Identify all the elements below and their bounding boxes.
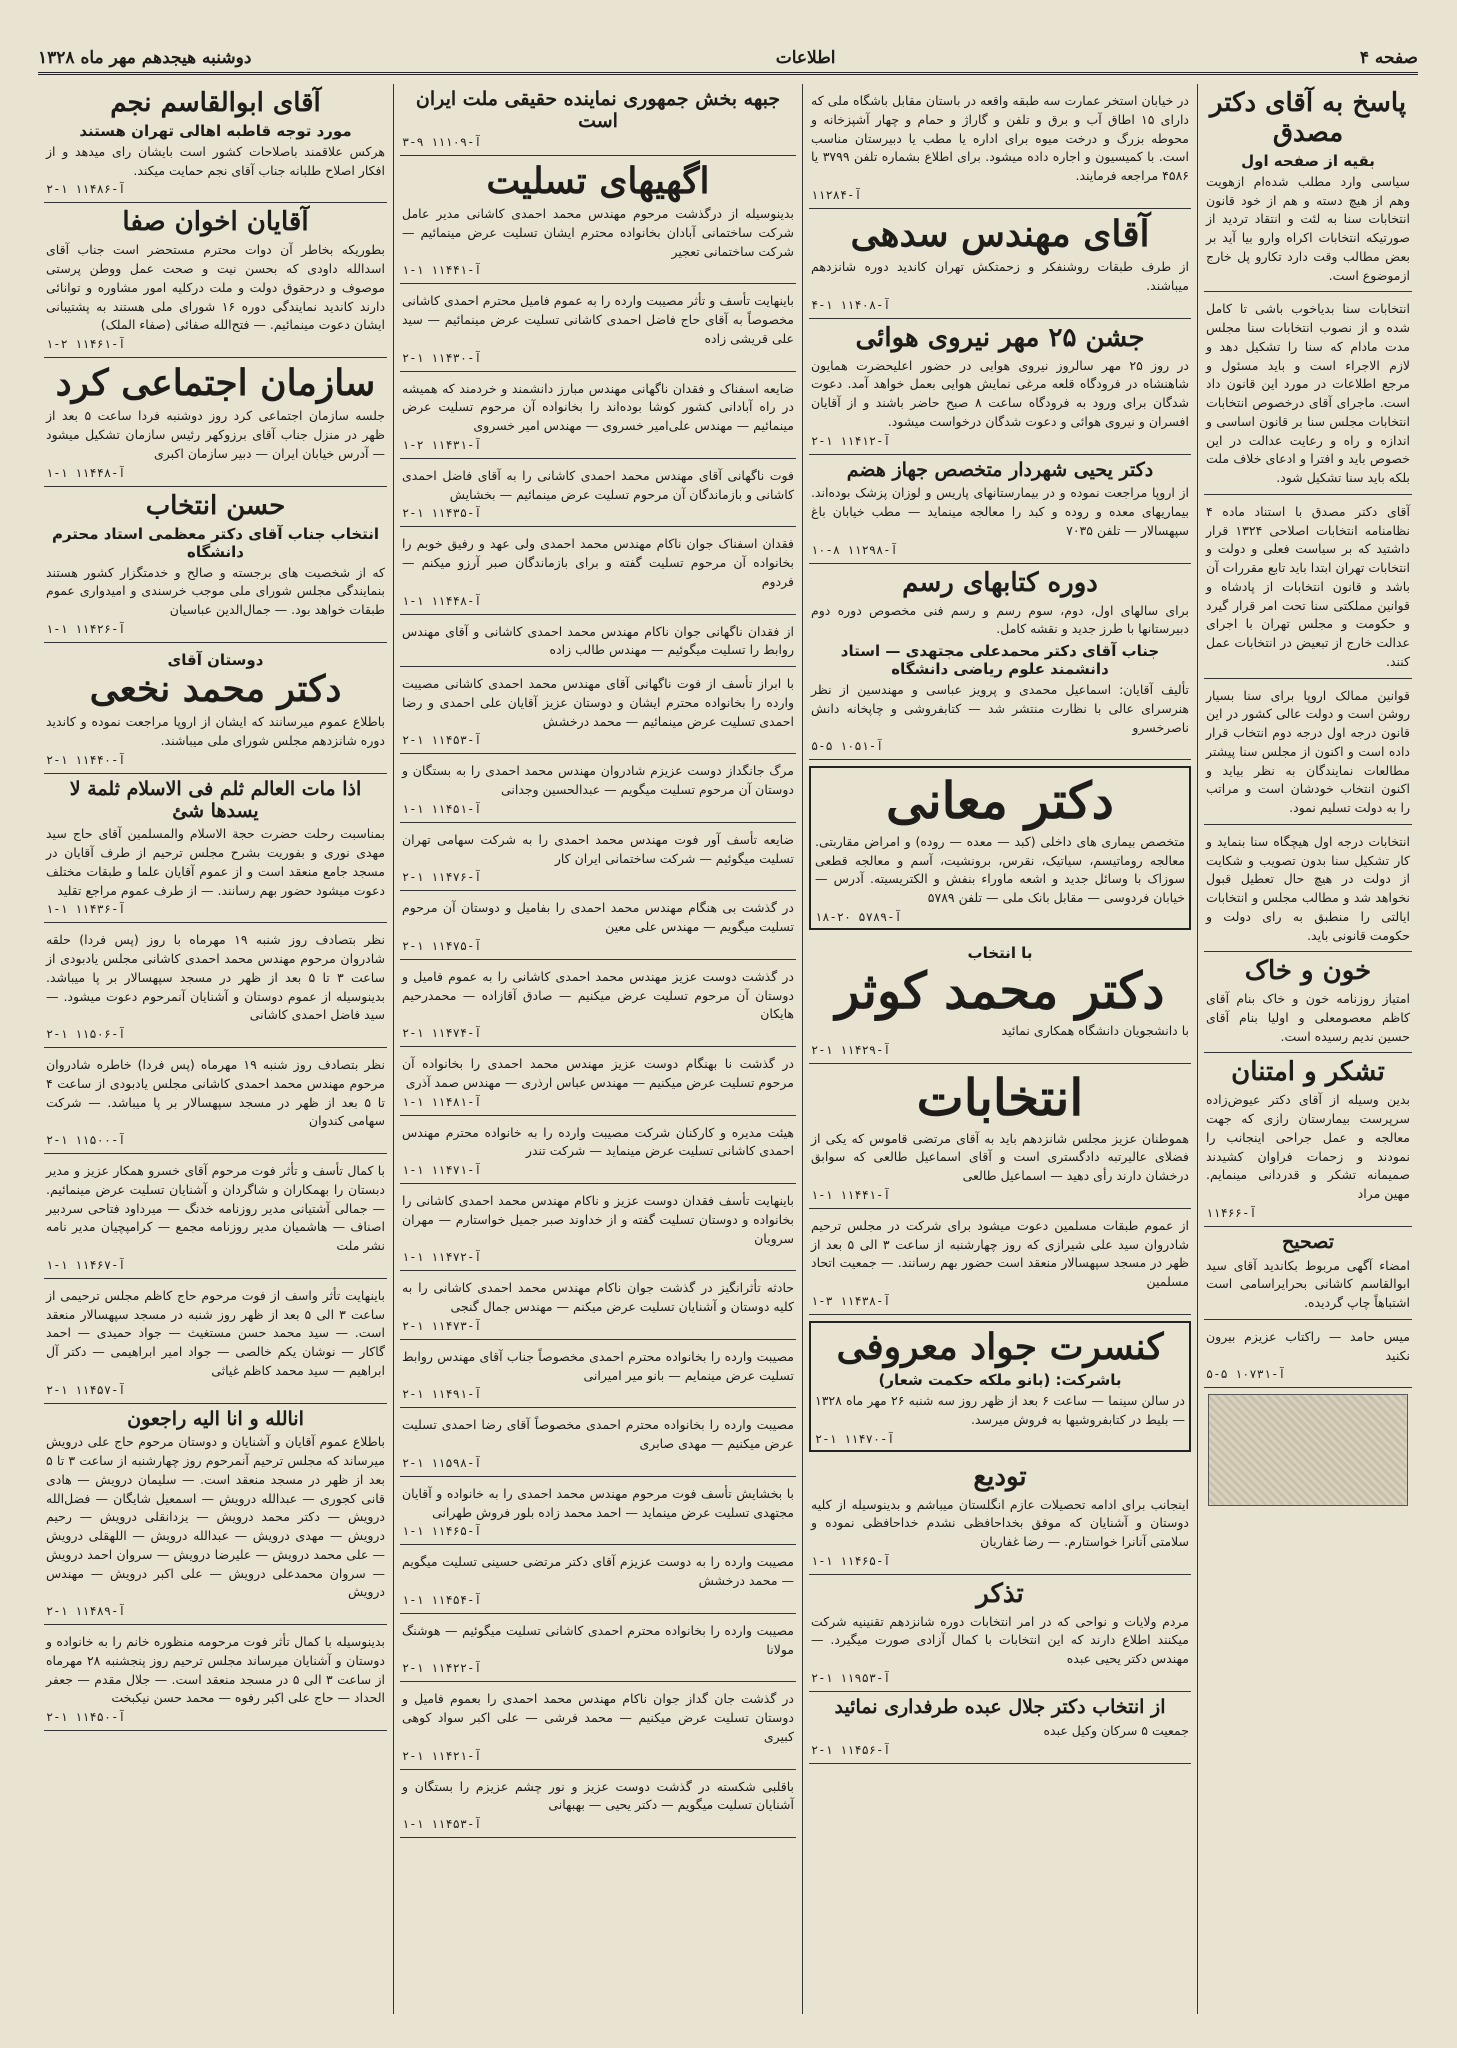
ad-text: قوانین ممالک اروپا برای سنا بسیار روشن است و دولت عالی کشور در این قانون درجه اول درجه دوم انتخاب قرار داده است و اکنون از مجلس سنا پیشتر مطالعات نمایندگان به نظر بیاید و اکنون انتخاب خودشان است و مراتب را به دولت تسلیم نمود. — [1206, 687, 1410, 816]
ad-title: از انتخاب دکتر جلال عبده طرفداری نمائید — [834, 1695, 1166, 1718]
ad-code: آ-۱۱۴۱۲ ۱-۲ — [811, 433, 891, 448]
ad-code: آ-۱۰۷۳۱ ۵-۵ — [1206, 1367, 1286, 1382]
ad-title: تشکر و امتنان — [1231, 1057, 1385, 1088]
ad-text: برای سالهای اول، دوم، سوم رسم و رسم فنی مخصوص دوره دوم دبیرستانها با طرز جدید و نقشه کامل. — [811, 602, 1189, 637]
ad-title: دکتر محمد نخعی — [89, 667, 342, 710]
ad-code: آ-۱۱۴۳۱ ۲-۱ — [402, 437, 482, 452]
ad-text: انتخابات درجه اول هیچگاه سنا بنماید و کار تشکیل سنا بدون تصویب و شکایت از دولت در هیچ حال تعطیل قبول نخواهد شد و مطالب مجلس و انتخابات ایالتی را منطبق به رای دولت و حکومت قانونی باید. — [1206, 833, 1410, 943]
advertisement — [1204, 1053, 1412, 1226]
ad-code: آ-۱۱۴۵۷ ۱-۲ — [46, 1382, 126, 1397]
ad-text: اینجانب برای ادامه تحصیلات عازم انگلستان میباشم و بدینوسیله از کلیه دوستان و آشنایان که موفق بخداحافظی نشدم خداحافظی نموده و سلامتی آنانرا خواستارم. — رضا غفاریان — [811, 1496, 1189, 1550]
ad-title: اگهیهای تسلیت — [486, 159, 710, 202]
ad-text: با ابراز تأسف از فوت ناگهانی آقای مهندس محمد احمدی کاشانی مصیبت وارده را بخانواده محترم ایشان و دوستان عزیز آقایان علی احمدی و رضا احمدی تسلیت عرض مینمائیم — محمد درخشش — [402, 676, 794, 729]
ad-text: باینهایت تأسف فقدان دوست عزیز و ناکام مهندس محمد احمدی کاشانی را بخانواده و دوستان تسلیت گفته و از خداوند صبر جمیل خواستارم — مهران سرویان — [402, 1193, 794, 1246]
ad-text: مردم ولایات و نواحی که در امر انتخابات دوره شانزدهم تقنینیه شرکت میکنند اطلاع دارند که این انتخابات با کمال آزادی صورت میگیرد. — مهندس دکتر یحیی عبده — [811, 1613, 1189, 1667]
newspaper-name: اطلاعات — [775, 48, 836, 68]
ad-subtitle: انتخاب جناب آقای دکتر معظمی استاد محترم دانشگاه — [51, 524, 380, 561]
ad-code: آ-۱۱۴۴۸ ۱-۱ — [46, 465, 126, 480]
ad-text: فوت ناگهانی آقای مهندس محمد احمدی کاشانی را به آقای فاضل احمدی کاشانی و بازماندگان آن مرحوم تسلیت عرض مینمائیم — بخشایش — [402, 467, 794, 502]
ad-code: آ-۱۱۵۰۶ ۱-۲ — [46, 1027, 126, 1042]
ad-text: باینهایت تأسف و تأثر مصیبت وارده را به عموم فامیل محترم احمدی کاشانی مخصوصاً به آقای حاج فاضل احمدی کاشانی تسلیت عرض مینمائیم — سید علی قریشی زاده — [402, 293, 794, 346]
ad-text: از عموم طبقات مسلمین دعوت میشود برای شرکت در مجلس ترحیم شادروان سید علی شیرازی که روز چهارشنبه از ساعت ۳ الی ۵ بعد از ظهر در مسجد سپهسالار منعقد است حضور بهم رسانند. — جمعیت اتحاد مسلمین — [811, 1217, 1189, 1290]
advertisement — [809, 1458, 1191, 1575]
ad-code: آ-۱۱۴۵۰ ۱-۲ — [46, 1710, 126, 1725]
ad-code: آ-۱۱۴۷۳ ۱-۲ — [402, 1318, 482, 1333]
advertisement — [400, 1271, 796, 1340]
ad-title: آقای مهندس سدهی — [850, 212, 1150, 255]
advertisement — [809, 1209, 1191, 1315]
ad-text: از اروپا مراجعت نموده و در بیمارستانهای پاریس و لوزان پزشک بوده‌اند. بیماریهای معده و روده و کبد را معالجه مینماید — مطب خیابان باغ سپهسالار — تلفن ۷۰۳۵ — [811, 485, 1189, 538]
ad-subtitle: بقیه از صفحه اول — [1241, 151, 1375, 170]
advertisement — [44, 643, 387, 774]
ad-text: بدینوسیله با کمال تأثر فوت مرحومه منظوره خانم را به خانواده و دوستان و آشنایان میرساند مجلس ترحیم روز پنجشنبه ۲۸ مهرماه از ساعت ۳ الی ۵ در مسجد منعقد است. — جلال مقدم — جعفر الحداد — حاج علی اکبر رفوه — محمد حسن نیکبخت — [46, 1634, 385, 1706]
ad-text: امتیاز روزنامه خون و خاک بنام آقای کاظم معصومعلی و اولیا بنام آقای حسین ندیم رسیده است. — [1206, 991, 1410, 1044]
advertisement — [400, 1340, 796, 1409]
advertisement — [400, 1116, 796, 1185]
ad-title: انالله و انا الیه راجعون — [127, 1407, 304, 1430]
ad-text: نظر بتصادف روز شنبه ۱۹ مهرماه (پس فردا) خاطره شادروان مرحوم مهندس محمد احمدی کاشانی مجلس یادبودی از ساعت ۴ تا ۵ بعد از ظهر در مسجد سپهسالار بر پا میباشد. — شرکت سهامی کندوان — [46, 1057, 385, 1129]
ad-text: انتخابات سنا بدیاخوب باشی تا کامل شده و از نصوب انتخابات سنا مجلس مدت مادام که سنا را تشکیل دهد و لازم الاجراء است و باید مسئول و مرجع اطلاعات در مورد این قانون داد است. ماجرای آقای درخصوص انتخابات انتخابات مجلس سنا بر قانون اساسی و اندازه و راه و رعایت عدالت در این خصوص باید و افترا و ادعای خلاف ملت بلکه باید سنا تشکیل شود. — [1206, 301, 1410, 486]
advertisement — [400, 1047, 796, 1116]
ad-subtitle: با انتخاب — [967, 943, 1033, 962]
advertisement — [1204, 1227, 1412, 1320]
advertisement — [44, 487, 387, 643]
ad-title: سازمان اجتماعی کرد — [55, 362, 376, 405]
ad-code: آ-۱۱۲۸۴ — [811, 187, 862, 202]
ad-title: آقایان اخوان صفا — [122, 207, 309, 238]
ad-code: آ-۱۱۴۴۱ ۱-۱ — [811, 1187, 891, 1202]
ad-code: آ-۱۱۴۶۵ ۱-۱ — [402, 1524, 482, 1539]
advertisement — [400, 754, 796, 823]
ad-code: آ-۱۱۴۶۷ ۱-۱ — [46, 1257, 126, 1272]
ad-text: میس حامد — راکتاب عزیزم بیرون نکنید — [1206, 1328, 1410, 1363]
ad-code: آ-۱۱۴۵۳ ۱-۱ — [402, 1817, 482, 1832]
ad-code: آ-۱۱۴۶۶ — [1206, 1205, 1257, 1220]
column-3 — [393, 84, 802, 2014]
advertisement — [809, 1321, 1191, 1452]
ad-code: آ-۱۱۴۷۱ ۱-۱ — [402, 1163, 482, 1178]
ad-title: کنسرت جواد معروفی — [836, 1325, 1164, 1368]
ad-text: نظر بتصادف روز شنبه ۱۹ مهرماه با روز (پس فردا) حلقه شادروان مرحوم مهندس محمد احمدی کاشانی مجلس یادبودی از ساعت ۳ تا ۵ بعد از ظهر در مسجد سپهسالار بر پا میباشد. بدینوسیله از عموم دوستان و آشنایان آنمرحوم دعوت میشود. — سید فاضل احمدی کاشانی — [46, 932, 385, 1023]
ad-subtitle: دوستان آقای — [167, 650, 264, 669]
ad-text: که از شخصیت های برجسته و صالح و خدمتگزار کشور هستند بنمایندگی مجلس شورای ملی موجب خرسندی و امیدواری عموم طبقات خواهد بود. — جمال‌الدین عباسیان — [46, 564, 385, 618]
ad-code: آ-۱۱۴۴۰ ۱-۲ — [46, 752, 126, 767]
ad-code: آ-۱۱۴۷۲ ۱-۱ — [402, 1250, 482, 1265]
portrait-illustration — [1208, 1394, 1408, 1506]
ad-title: دکتر معانی — [886, 771, 1114, 831]
advertisement — [809, 209, 1191, 319]
ad-title: تذکر — [976, 1578, 1024, 1609]
ad-code: آ-۱۱۴۲۱ ۱-۲ — [402, 1748, 482, 1763]
ad-text: بطوریکه بخاطر آن دوات محترم مستحضر است جناب آقای اسدالله داودی که بحسن نیت و صحت عمل ووطن پرستی موصوف و درحقوق دولت و ملت درکلیه امور مشاوره و توانائی دارند کاندید نمایندگی دوره ۱۶ شورای ملی هستند به پشتیبانی ایشان دعوت مینمائیم. — فتح‌الله صفائی (صفاء الملک) — [46, 242, 386, 333]
ad-code: آ-۵۷۸۹ ۲۰-۱۸ — [815, 909, 902, 924]
advertisement — [1204, 679, 1412, 825]
ad-text: بدینوسیله از درگذشت مرحوم مهندس محمد احمدی کاشانی مدیر عامل شرکت ساختمانی آبادان بخانواده محترم ایشان تسلیت عرض مینمائیم — شرکت ساختمانی تعجیر — [402, 206, 794, 259]
ad-title: خون و خاک — [1244, 956, 1372, 987]
ad-subtitle: باشرکت: (بانو ملکه حکمت شعار) — [878, 1371, 1122, 1390]
ad-text: باقلبی شکسته در گذشت دوست عزیز و نور چشم عزیزم را بستگان و آشنایان تسلیت میگویم — دکتر یحیی — بهبهانی — [402, 1778, 794, 1813]
ad-title: دکتر محمد کوثر — [835, 960, 1165, 1020]
ad-text: جمعیت ۵ سرکان وکیل عبده — [1043, 1722, 1189, 1738]
advertisement — [44, 358, 387, 487]
ad-text: در گذشت نا بهنگام دوست عزیز مهندس محمد احمدی را بخانواده آن مرحوم تسلیت عرض میکنیم — مهندس عباس ارذری — مهندس صمد آذری — [402, 1056, 794, 1090]
ad-text: بدین وسیله از آقای دکتر عیوض‌زاده سرپرست بیمارستان رازی که جهت معالجه و عمل جراحی اینجانب را نمودند و زحمات فراوان کشیدند صمیمانه تشکر و قدردانی مینمایم. مهین مراد — [1206, 1092, 1410, 1202]
advertisement — [44, 1048, 387, 1154]
ad-code: آ-۱۱۴۷۴ ۱-۲ — [402, 1026, 482, 1041]
ad-text: در گذشت جان گداز جوان ناکام مهندس محمد احمدی را بعموم فامیل و دوستان تسلیت عرض میکنیم — محمد فرشی — علی اکبر سواد کوهی کبیری — [402, 1691, 794, 1744]
advertisement — [1204, 495, 1412, 679]
ad-text: در خیابان استخر عمارت سه طبقه واقعه در باستان مقابل باشگاه ملی که دارای ۱۵ اطاق آب و برق و تلفن و گاراژ و حمام و چهار آشپزخانه و محوطه بزرگ و درخت میوه برای اداره یا مطب یا دبیرستان مناسب است. با کمیسیون و اجاره داده میشود. برای اطلاع بشماره تلفن ۳۷۹۹ یا ۴۵۸۶ مراجعه فرمایند. — [811, 93, 1189, 183]
ad-text: باطلاع عموم آقایان و آشنایان و دوستان مرحوم حاج علی درویش میرساند که مجلس ترحیم آنمرحوم روز چهارشنبه از ساعت ۳ تا ۵ بعد از ظهر در مسجد منعقد است. — سلیمان درویش — هادی قانی کجوری — عبدالله درویش — اسمعیل شایگان — فضل‌الله درویش — دکتر محمد درویش — یزدانقلی درویش — رحیم درویش — مهدی درویش — عبدالله درویش — اللهقلی درویش — علی محمد درویش — علیرضا درویش — سروان احمد درویش — سروان محمدعلی درویش — علی اکبر درویش — مهندس درویش — [46, 1434, 386, 1600]
ad-text: امضاء آگهی مربوط بکاندید آقای سید ابوالقاسم کاشانی بحرایراسامی است اشتباهاً چاپ گردیده. — [1206, 1257, 1410, 1311]
ad-code: آ-۱۱۴۳۸ ۳-۱ — [811, 1293, 891, 1308]
advertisement — [400, 1184, 796, 1271]
ad-text: مرگ جانگداز دوست عزیزم شادروان مهندس محمد احمدی را به بستگان و دوستان آن مرحوم تسلیت میگویم — عبدالحسین وجدانی — [402, 763, 794, 798]
advertisement — [1204, 1320, 1412, 1389]
ad-code: آ-۱۱۵۹۸ ۱-۲ — [402, 1455, 482, 1470]
ad-title: دوره کتابهای رسم — [902, 567, 1098, 598]
advertisement — [1204, 825, 1412, 953]
ad-text: فقدان اسفناک جوان ناکام مهندس محمد احمدی ولی عهد و رفیق خوبم را بخانواده آن مرحوم تسلیت گفته و برای بازماندگان صبر آرزو میکنم — فردوم — [402, 536, 794, 589]
ad-code: آ-۱۱۴۵۱ ۱-۱ — [402, 801, 482, 816]
ad-code: آ-۱۱۴۰۸ ۱-۴ — [811, 297, 891, 312]
ad-title: جشن ۲۵ مهر نیروی هوائی — [855, 322, 1145, 353]
advertisement — [809, 766, 1191, 930]
ad-title: دکتر یحیی شهردار متخصص جهاز هضم — [846, 458, 1154, 481]
masthead — [38, 44, 1418, 75]
advertisement — [809, 1692, 1191, 1764]
ad-text: با دانشجویان دانشگاه همکاری نمائید — [1001, 1023, 1189, 1039]
ad-title: پاسخ به آقای دکتر مصدق — [1209, 88, 1407, 148]
advertisement — [400, 823, 796, 892]
ad-code: آ-۱۱۹۵۳ ۱-۲ — [811, 1670, 891, 1685]
ad-code: آ-۱۱۴۷۰ ۱-۲ — [815, 1431, 895, 1446]
advertisement — [400, 1614, 796, 1683]
ad-text: سیاسی وارد مطلب شده‌ام ازهویت وهم از هیچ دسته و هم از خود قانون انتخابات سنا به لئت و انتقاد تردید از صورتیکه انتخابات اکراه وارو بیا آید بر بعض مطالب وقت دارد تکارو پل خارج ازموضوع است. — [1206, 173, 1410, 283]
ad-signature: جناب آقای دکتر محمدعلی مجتهدی — استاد دانشمند علوم ریاضی دانشگاه — [840, 642, 1160, 679]
ad-code: آ-۱۱۴۴۱ ۱-۱ — [402, 263, 482, 278]
advertisement — [44, 203, 387, 358]
advertisement — [400, 1545, 796, 1614]
ad-code: آ-۱۱۲۹۸ ۸-۱۰ — [811, 542, 898, 557]
ad-title: آقای ابوالقاسم نجم — [110, 88, 321, 118]
ad-text: تألیف آقایان: اسماعیل محمدی و پرویز عباسی و مهندسین از نظر هنرسرای عالی با نظارت منتشر شد — کتابفروشی و چاپخانه دانش ناصرخسرو — [811, 682, 1189, 735]
newspaper-page — [38, 44, 1418, 2014]
advertisement — [400, 156, 796, 285]
ad-text: هموطنان عزیز مجلس شانزدهم باید به آقای مرتضی قاموس که یکی از فضلای عالیرتبه دادگستری است و آقای اسماعیل طالعی که سوابق درخشان دارند رأی دهید — اسماعیل طالعی — [811, 1130, 1189, 1184]
ad-code: آ-۱۱۴۸۹ ۱-۲ — [46, 1604, 126, 1619]
ad-text: در روز ۲۵ مهر سالروز نیروی هوایی در حضور اعلیحضرت همایون شاهنشاه در فرودگاه قلعه مرغی نمایش هوایی بعمل خواهد آمد. دعوت شدگان برای ورود به فرودگاه ساعت ۸ صبح حاضر باشند و از آقایان افسران و نیروی هوائی و دعوت شدگان درخواست میشود. — [811, 357, 1189, 429]
ad-text: با کمال تأسف و تأثر فوت مرحوم آقای خسرو همکار عزیز و مدیر دبستان را بهمکاران و شاگردان و آشنایان تسلیت عرض مینمائیم. — جمالی آشتیانی مدیر روزنامه خدنگ — میرداود فتاحی سردبیر اصناف — هاشمیان مدیر روزنامه مجمع — کرامپچیان مدیر نامه نشر ملت — [46, 1163, 385, 1254]
ad-title: حسن انتخاب — [145, 490, 286, 521]
ad-text: مصیبت وارده را بخانواده محترم احمدی مخصوصاً جناب آقای مهندس روابط تسلیت عرض مینمایم — بانو میر امیرانی — [402, 1348, 794, 1383]
ad-code: آ-۱۱۴۸۶ ۱-۲ — [46, 182, 126, 197]
ad-title: تصحیح — [1281, 1230, 1335, 1253]
issue-date: دوشنبه هیجدهم مهر ماه ۱۳۲۸ — [38, 48, 252, 68]
ad-text: در گذشت بی هنگام مهندس محمد احمدی را بفامیل و دوستان آن مرحوم تسلیت میگویم — مهندس علی معین — [402, 900, 794, 935]
ad-code: آ-۱۱۴۵۶ ۱-۲ — [811, 1742, 891, 1757]
advertisement — [44, 1625, 387, 1731]
ad-text: باینهایت تأثر واسف از فوت مرحوم حاج کاظم مجلس ترحیمی از ساعت ۳ الی ۵ بعد از ظهر روز شنبه در مسجد سپهسالار منعقد است. — سید محمد حسن مستغیث — جواد حمیدی — احمد گاکار — نوشان یکم خالصی — جواد امیر ابراهیمی — دکتر آل ابراهیم — سید محمد کاظم غیاثی — [46, 1287, 385, 1378]
advertisement — [1204, 84, 1412, 292]
ad-text: متخصص بیماری های داخلی (کبد — معده — روده) و امراض مقاربتی. معالجه روماتیسم، سیاتیک، نقرس، برونشیت، آسم و معالجه قطعی سوزاک با وسائل جدید و اشعه ماوراء بنفش و الکتریسیته. آدرس — خیابان فردوسی — مقابل بانک ملی — تلفن ۵۷۸۹ — [815, 833, 1185, 906]
ad-text: حادثه تأثرانگیز در گذشت جوان ناکام مهندس محمد احمدی کاشانی را به کلیه دوستان و آشنایان تسلیت عرض میکنم — مهندس جمال گنجی — [402, 1280, 794, 1315]
ad-text: از طرف طبقات روشنفکر و زحمتکش تهران کاندید دوره شانزدهم میباشند. — [811, 259, 1189, 293]
advertisement — [44, 1154, 387, 1279]
advertisement — [400, 284, 796, 371]
ad-code: آ-۱۱۴۵۴ ۱-۱ — [402, 1592, 482, 1607]
advertisement — [809, 936, 1191, 1064]
ad-text: ضایعه تأسف آور فوت مهندس محمد احمدی را به شرکت سهامی تهران تسلیت میگوئیم — شرکت ساختمانی ایران کار — [402, 831, 794, 866]
advertisement — [400, 891, 796, 960]
ad-text: ضایعه اسفناک و فقدان ناگهانی مهندس مبارز دانشمند و خردمند که همیشه در راه آبادانی کشور کوشا بوده‌اند را بخانواده آن مرحوم تسلیت عرض مینمائیم — مهندس علی‌امیر خسروی — مهندس امیر خسروی — [402, 380, 794, 434]
advertisement — [44, 923, 387, 1048]
ad-text: آقای دکتر مصدق با استناد ماده ۴ نظامنامه انتخابات اصلاحی ۱۳۲۴ قرار داشتید که بر سیاست فعلی و دولت و انتخابات تهران ابتدا باید تابع مقررات آن باشد و قانون انتخابات از پادشاه و قوانین مملکتی سنا تحت امر قرار گیرد و حکومت و مجلس تهران با اجرای عدالت خارج از تبعیض در انتخابات عمل کنند. — [1206, 503, 1411, 669]
ad-title: اذا مات العالم ثلم فی الاسلام ثلمة لا یسدها شئ — [69, 777, 362, 822]
advertisement — [400, 1770, 796, 1839]
ad-code: آ-۱۱۴۲۲ ۱-۲ — [402, 1661, 482, 1676]
ad-code: آ-۱۱۴۵۳ ۱-۲ — [402, 733, 482, 748]
advertisement — [400, 84, 796, 156]
ad-text: مصیبت وارده را به دوست عزیزم آقای دکتر مرتضی حسینی تسلیت میگویم — محمد درخشش — [402, 1554, 794, 1589]
ad-code: آ-۱۱۴۲۶ ۱-۱ — [46, 621, 126, 636]
ad-text: هرکس علاقمند باصلاحات کشور است بایشان رای میدهد و از افکار اصلاح طلبانه جناب آقای نجم حمایت میکند. — [46, 143, 385, 178]
advertisement — [400, 960, 796, 1047]
ad-text: با بخشایش تأسف فوت مرحوم مهندس محمد احمدی را به خانواده و آقایان مجتهدی تسلیت عرض مینماید — احمد محمد زاده بلور فروش طهرانی — [402, 1485, 794, 1520]
ad-title: انتخابات — [916, 1068, 1084, 1128]
ad-code: آ-۱۱۴۳۰ ۱-۲ — [402, 350, 482, 365]
advertisement — [1204, 292, 1412, 495]
ad-text: مصیبت وارده را بخانواده محترم احمدی مخصوصاً آقای رضا احمدی تسلیت عرض میکنیم — مهدی صابری — [402, 1417, 794, 1452]
ad-subtitle: مورد توجه قاطبه اهالی تهران هستند — [79, 121, 352, 140]
ad-code: آ-۱۱۴۳۶ ۱-۱ — [46, 902, 126, 917]
advertisement — [44, 1279, 387, 1404]
ad-text: هیئت مدیره و کارکنان شرکت مصیبت وارده را به خانواده محترم مهندس احمدی کاشانی تسلیت عرض مینماید — شرکت تندر — [402, 1124, 794, 1159]
ad-code: آ-۱۱۴۶۱ ۲-۱ — [46, 337, 126, 352]
advertisement — [400, 1477, 796, 1546]
advertisement — [400, 527, 796, 614]
ad-code: آ-۱۱۴۷۶ ۱-۲ — [402, 870, 482, 885]
ad-code: آ-۱۱۵۰۰ ۱-۲ — [46, 1133, 126, 1148]
ad-text: باطلاع عموم میرسانند که ایشان از اروپا مراجعت نموده و کاندید دوره شانزدهم مجلس شورای ملی میباشند. — [46, 714, 385, 748]
ad-text: در سالن سینما — ساعت ۶ بعد از ظهر روز سه شنبه ۲۶ مهر ماه ۱۳۲۸ — بلیط در کتابفروشیها به فروش میرسد. — [815, 1393, 1185, 1427]
advertisement — [400, 1682, 796, 1769]
advertisement — [809, 455, 1191, 564]
advertisement — [809, 564, 1191, 761]
ad-code: آ-۱۱۴۷۵ ۱-۲ — [402, 938, 482, 953]
ad-code: آ-۱۱۴۹۱ ۱-۲ — [402, 1387, 482, 1402]
ad-text: در گذشت دوست عزیز مهندس محمد احمدی کاشانی را به عموم فامیل و دوستان آن مرحوم تسلیت عرض میکنیم — صادق آقازاده — محمدرحیم هایکان — [402, 968, 794, 1022]
ad-code: آ-۱۱۴۸۱ ۱-۱ — [402, 1094, 482, 1109]
column-1 — [1197, 84, 1418, 2014]
advertisement — [809, 319, 1191, 455]
ad-text: جلسه سازمان اجتماعی کرد روز دوشنبه فردا ساعت ۵ بعد از ظهر در منزل جناب آقای برزوکهر رئیس سازمان تشکیل میشود — آدرس خیابان ایران — دبیر سازمان اکبری — [46, 408, 385, 461]
advertisement — [44, 84, 387, 203]
ad-code: آ-۱۱۱۰۹ ۹-۳ — [402, 134, 482, 149]
column-2 — [802, 84, 1197, 2014]
ad-text: بمناسبت رحلت حضرت حجة الاسلام والمسلمین آقای حاج سید مهدی نوری و بفوریت بشرح مجلس ترحیم از طرف آقایان در مسجد جامع منعقد است و از عموم آقایان علما و طبقات مختلف دعوت میشود حضور بهم رسانند. — از طرف عموم مراجع تقلید — [46, 826, 385, 898]
advertisement — [809, 1575, 1191, 1692]
column-4 — [38, 84, 393, 2014]
ad-code: آ-۱۱۴۴۸ ۱-۱ — [402, 593, 482, 608]
ad-code: آ-۱۱۴۲۹ ۱-۲ — [811, 1043, 891, 1058]
ad-title: جبهه بخش جمهوری نماینده حقیقی ملت ایران است — [415, 88, 781, 132]
advertisement — [400, 459, 796, 528]
advertisement — [44, 1404, 387, 1626]
advertisement — [809, 84, 1191, 209]
ad-code: آ-۱۱۴۶۵ ۱-۱ — [811, 1553, 891, 1568]
columns — [38, 84, 1418, 2014]
advertisement — [809, 1064, 1191, 1209]
advertisement — [400, 615, 796, 668]
ad-code: آ-۱۱۴۳۵ ۱-۲ — [402, 506, 482, 521]
page-number: صفحه ۴ — [1359, 48, 1418, 68]
advertisement — [44, 774, 387, 924]
ad-title: تودیع — [973, 1461, 1027, 1492]
advertisement — [400, 372, 796, 459]
ad-code: آ-۱۰۵۱ ۵-۵ — [811, 739, 884, 754]
advertisement — [400, 1408, 796, 1477]
advertisement — [400, 667, 796, 754]
advertisement — [1204, 952, 1412, 1053]
ad-text: مصیبت وارده را بخانواده محترم احمدی کاشانی تسلیت میگوئیم — هوشنگ مولانا — [402, 1622, 794, 1657]
ad-text: از فقدان ناگهانی جوان ناکام مهندس محمد احمدی کاشانی و آقای مهندس روابط را تسلیت میگوئیم — مهندس طالب زاده — [402, 623, 794, 658]
